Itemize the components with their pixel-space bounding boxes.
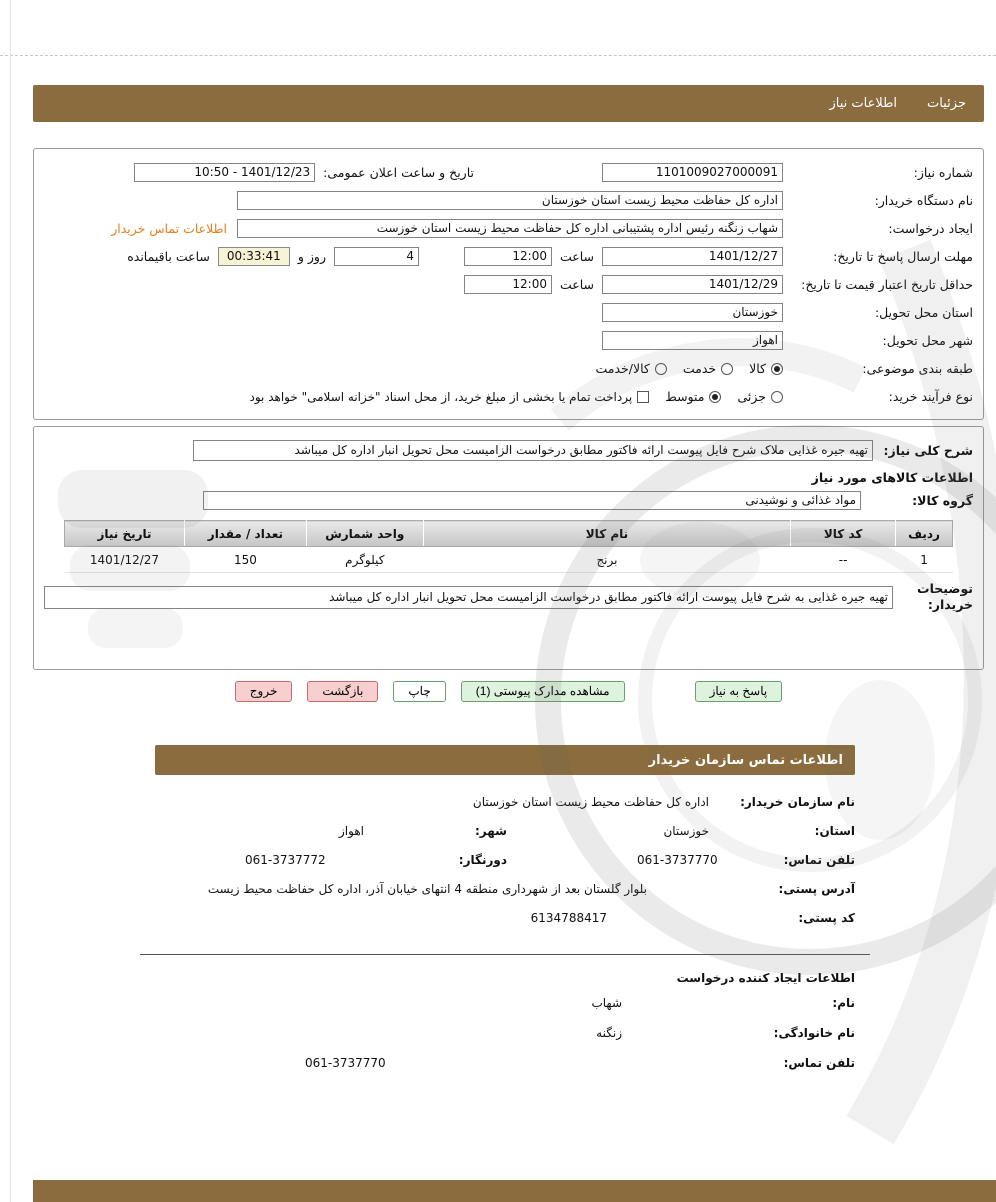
need-number-field[interactable]: 1101009027000091 bbox=[602, 163, 783, 182]
reply-deadline-row bbox=[44, 244, 973, 269]
creator-info-rows bbox=[155, 988, 855, 1078]
delivery-province-row bbox=[44, 300, 973, 325]
creator-first-name-value: شهاب bbox=[591, 996, 622, 1010]
postal-code-value: 6134788417 bbox=[530, 910, 607, 925]
radio-label: کالا/خدمت bbox=[595, 361, 650, 376]
goods-group-label: گروه کالا: bbox=[912, 493, 973, 508]
checkbox-icon[interactable] bbox=[637, 391, 649, 403]
back-button[interactable]: بازگشت bbox=[307, 681, 378, 702]
contact-province-value: خوزستان bbox=[663, 823, 709, 838]
need-number-label: شماره نیاز: bbox=[913, 164, 973, 180]
contact-city-value: اهواز bbox=[339, 823, 364, 838]
need-description-field[interactable]: تهیه جیره غذایی ملاک شرح فایل پیوست ارائه فاکتور مطابق درخواست الزامیست محل تحویل انبار اداره کل میباشد bbox=[193, 440, 873, 461]
need-description-row bbox=[44, 438, 973, 463]
contact-address-value: بلوار گلستان بعد از شهرداری منطقه 4 انتهای خیابان آذر، اداره کل حفاظت محیط زیست bbox=[207, 881, 647, 896]
request-summary-panel bbox=[33, 148, 984, 420]
buyer-org-field[interactable]: اداره کل حفاظت محیط زیست استان خوزستان bbox=[237, 191, 783, 210]
cell-need-date: 1401/12/27 bbox=[65, 547, 185, 573]
contact-fax-value: 061-3737772 bbox=[245, 852, 326, 867]
creator-last-name-row bbox=[155, 1018, 855, 1048]
treasury-payment-label: پرداخت تمام یا بخشی از مبلغ خرید، از محل اسناد "خزانه اسلامی" خواهد بود bbox=[249, 389, 633, 404]
process-type-row bbox=[44, 384, 973, 409]
action-buttons-row bbox=[33, 681, 984, 702]
contact-address-label: آدرس پستی: bbox=[778, 881, 855, 896]
org-name-label: نام سازمان خریدار: bbox=[740, 794, 855, 809]
classification-option-goods-service[interactable] bbox=[595, 361, 666, 376]
print-button[interactable]: چاپ bbox=[393, 681, 445, 702]
section-divider bbox=[140, 954, 870, 955]
price-validity-label: حداقل تاریخ اعتبار قیمت تا تاریخ: bbox=[801, 276, 973, 292]
classification-option-service[interactable] bbox=[683, 361, 733, 376]
cell-unit: کیلوگرم bbox=[306, 547, 423, 573]
announce-datetime-label: تاریخ و ساعت اعلان عمومی: bbox=[323, 165, 474, 180]
buyer-contact-link[interactable]: اطلاعات تماس خریدار bbox=[111, 221, 227, 236]
delivery-province-field[interactable]: خوزستان bbox=[602, 303, 783, 322]
view-attachments-button[interactable]: مشاهده مدارک پیوستی (1) bbox=[461, 681, 625, 702]
tab-details[interactable]: جزئیات bbox=[927, 96, 966, 111]
buyer-notes-label: توضیحات خریدار: bbox=[917, 581, 973, 613]
radio-icon[interactable] bbox=[771, 391, 783, 403]
header-tab-bar bbox=[33, 85, 984, 122]
col-header-quantity: تعداد / مقدار bbox=[184, 521, 306, 547]
creator-info-title: اطلاعات ایجاد کننده درخواست bbox=[676, 971, 855, 985]
validity-hour-label: ساعت bbox=[559, 277, 594, 292]
creator-phone-value: 061-3737770 bbox=[305, 1056, 386, 1070]
process-option-minor[interactable] bbox=[737, 389, 783, 404]
reply-deadline-label: مهلت ارسال پاسخ تا تاریخ: bbox=[833, 248, 973, 264]
deadline-date-field[interactable]: 1401/12/27 bbox=[602, 247, 783, 266]
reply-to-need-button[interactable]: پاسخ به نیاز bbox=[695, 681, 783, 702]
delivery-city-field[interactable]: اهواز bbox=[602, 331, 783, 350]
creator-phone-label: تلفن تماس: bbox=[783, 1056, 855, 1070]
request-creator-row bbox=[44, 216, 973, 241]
deadline-time-field[interactable]: 12:00 bbox=[464, 247, 552, 266]
phone-fax-row bbox=[155, 845, 855, 874]
goods-group-row bbox=[44, 488, 973, 513]
remaining-hours-label: ساعت باقیمانده bbox=[127, 249, 210, 264]
col-header-item-code: کد کالا bbox=[791, 521, 896, 547]
creator-last-name-value: زنگنه bbox=[596, 1026, 622, 1040]
delivery-city-row bbox=[44, 328, 973, 353]
buyer-org-row bbox=[44, 188, 973, 213]
postal-code-row bbox=[155, 903, 855, 932]
buyer-notes-row bbox=[44, 581, 973, 614]
treasury-payment-option[interactable] bbox=[250, 390, 650, 404]
col-header-need-date: تاریخ نیاز bbox=[65, 521, 185, 547]
classification-label: طبقه بندی موضوعی: bbox=[862, 360, 973, 376]
cell-row-number: 1 bbox=[896, 547, 953, 573]
radio-icon[interactable] bbox=[721, 363, 733, 375]
radio-icon[interactable] bbox=[771, 363, 783, 375]
contact-fax-label: دورنگار: bbox=[458, 852, 507, 867]
buyer-org-label: نام دستگاه خریدار: bbox=[874, 192, 973, 208]
col-header-row-number: ردیف bbox=[896, 521, 953, 547]
col-header-item-name: نام کالا bbox=[423, 521, 790, 547]
radio-label: خدمت bbox=[682, 361, 717, 376]
radio-label: کالا bbox=[749, 361, 766, 376]
goods-table bbox=[64, 520, 953, 573]
delivery-city-label: شهر محل تحویل: bbox=[882, 332, 973, 348]
exit-button[interactable]: خروج bbox=[235, 681, 293, 702]
price-validity-row bbox=[44, 272, 973, 297]
remaining-days-field[interactable]: 4 bbox=[334, 247, 419, 266]
radio-icon[interactable] bbox=[655, 363, 667, 375]
tab-need-info[interactable]: اطلاعات نیاز bbox=[829, 96, 898, 111]
deadline-hour-label: ساعت bbox=[559, 249, 594, 264]
radio-label: متوسط bbox=[665, 389, 705, 404]
col-header-unit: واحد شمارش bbox=[306, 521, 423, 547]
cell-item-code: -- bbox=[791, 547, 896, 573]
request-creator-label: ایجاد درخواست: bbox=[888, 220, 973, 236]
creator-last-name-label: نام خانوادگی: bbox=[773, 1026, 855, 1040]
need-number-row bbox=[44, 160, 973, 185]
goods-table-header-row bbox=[65, 521, 953, 547]
process-type-label: نوع فرآیند خرید: bbox=[888, 388, 973, 404]
window-edge-line bbox=[10, 0, 11, 1202]
contact-city-label: شهر: bbox=[475, 823, 507, 838]
creator-phone-row bbox=[155, 1048, 855, 1078]
goods-table-row bbox=[65, 547, 953, 573]
province-city-row bbox=[155, 816, 855, 845]
days-label: روز و bbox=[297, 249, 326, 264]
classification-row bbox=[44, 356, 973, 381]
org-name-value: اداره کل حفاظت محیط زیست استان خوزستان bbox=[472, 794, 709, 809]
need-details-panel bbox=[33, 426, 984, 670]
classification-option-goods[interactable] bbox=[749, 361, 783, 376]
creator-first-name-row bbox=[155, 988, 855, 1018]
goods-info-title: اطلاعات کالاهای مورد نیاز bbox=[811, 470, 973, 485]
footer-bar bbox=[33, 1180, 996, 1202]
contact-phone-value: 061-3737770 bbox=[637, 852, 718, 867]
need-description-label: شرح کلی نیاز: bbox=[883, 443, 973, 458]
cell-quantity: 150 bbox=[184, 547, 306, 573]
buyer-contact-section bbox=[155, 745, 855, 1078]
buyer-notes-field[interactable]: تهیه جیره غذایی به شرح فایل پیوست ارائه فاکتور مطابق درخواست الزامیست محل تحویل انبار اداره کل میباشد bbox=[44, 586, 893, 609]
delivery-province-label: استان محل تحویل: bbox=[874, 304, 973, 320]
address-row bbox=[155, 874, 855, 903]
radio-label: جزئی bbox=[737, 389, 766, 404]
org-name-row bbox=[155, 787, 855, 816]
creator-first-name-label: نام: bbox=[832, 996, 855, 1010]
cell-item-name: برنج bbox=[423, 547, 790, 573]
radio-icon[interactable] bbox=[709, 391, 721, 403]
request-creator-field[interactable]: شهاب زنگنه رئیس اداره پشتیبانی اداره کل حفاظت محیط زیست استان خوزست bbox=[237, 219, 783, 238]
postal-code-label: کد پستی: bbox=[798, 910, 855, 925]
buyer-contact-header bbox=[155, 745, 855, 775]
buyer-contact-title: اطلاعات تماس سازمان خریدار bbox=[648, 752, 843, 768]
validity-date-field[interactable]: 1401/12/29 bbox=[602, 275, 783, 294]
validity-time-field[interactable]: 12:00 bbox=[464, 275, 552, 294]
countdown-timer: 00:33:41 bbox=[218, 247, 290, 266]
goods-group-field[interactable]: مواد غذائی و نوشیدنی bbox=[203, 491, 861, 510]
top-divider bbox=[0, 55, 996, 56]
announce-datetime-field[interactable]: 1401/12/23 - 10:50 bbox=[134, 163, 315, 182]
process-option-medium[interactable] bbox=[665, 389, 721, 404]
contact-province-label: استان: bbox=[814, 823, 855, 838]
contact-phone-label: تلفن تماس: bbox=[783, 852, 855, 867]
